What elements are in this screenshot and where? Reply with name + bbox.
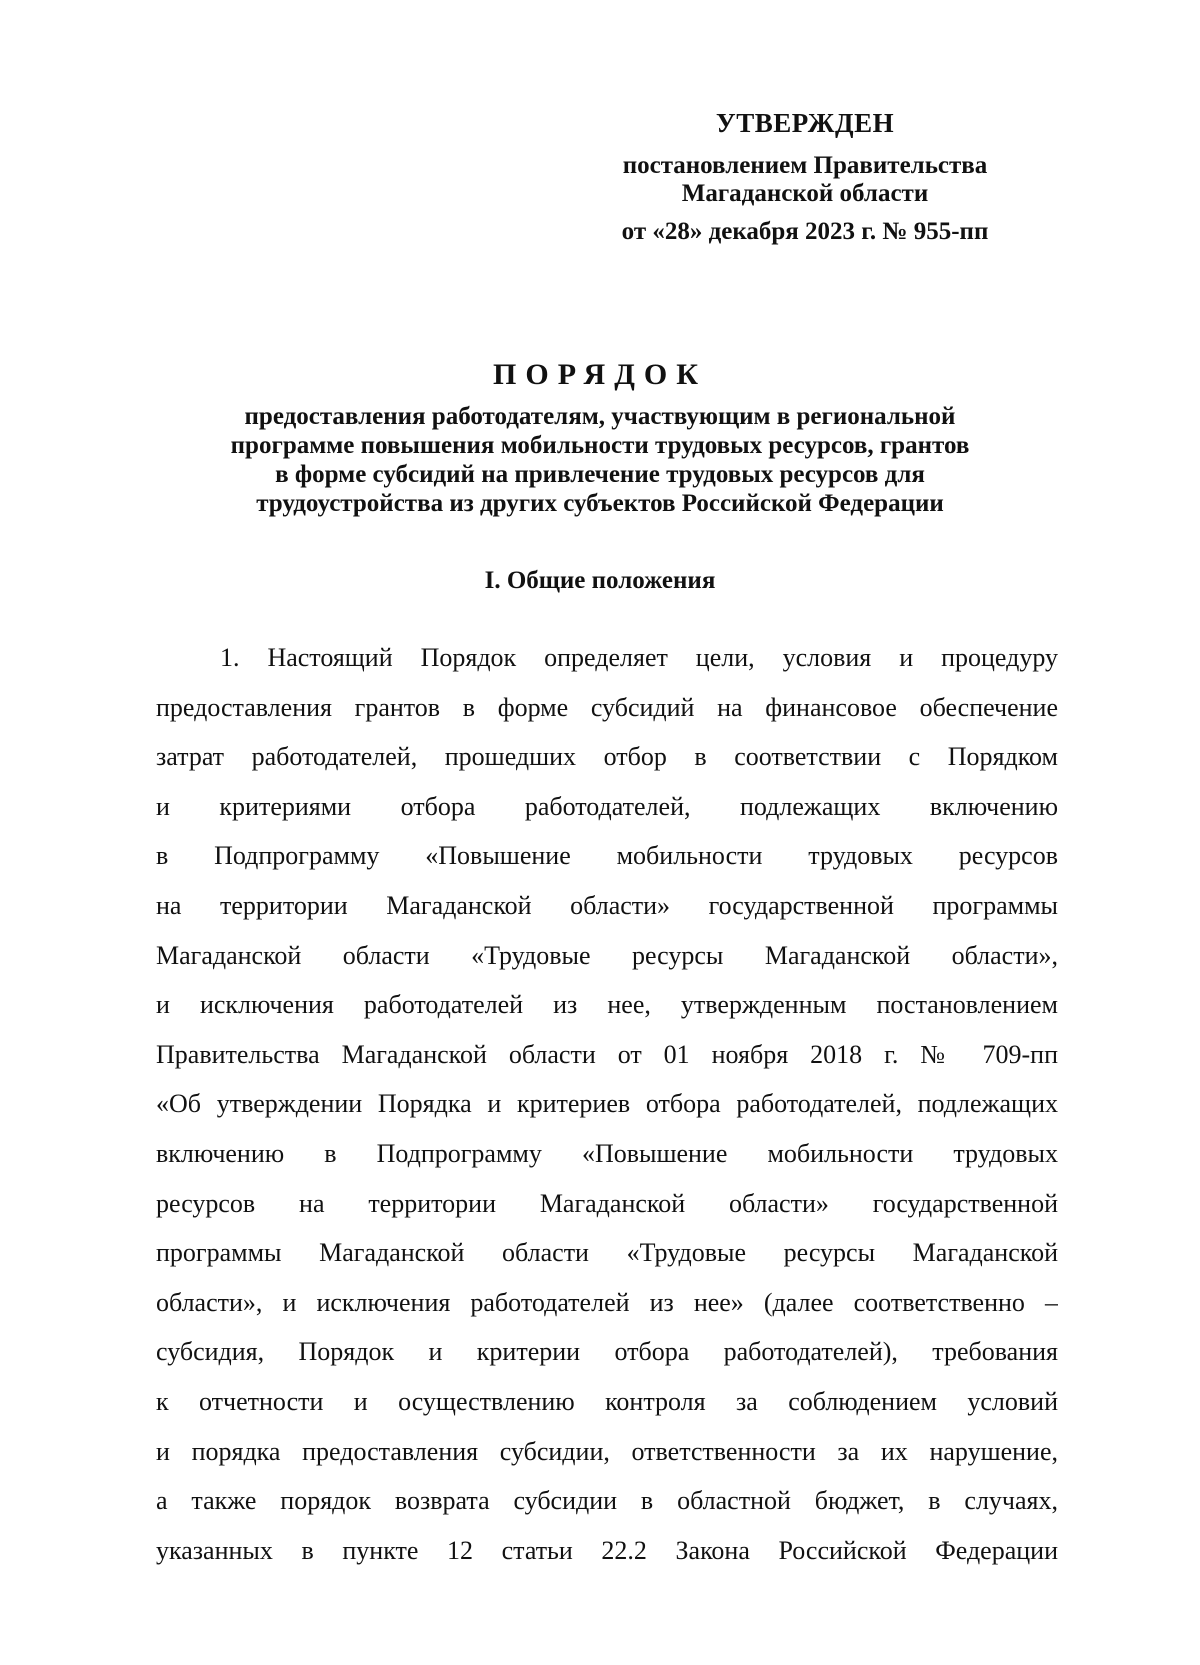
paragraph-line: в Подпрограмму «Повышение мобильности трудовых ресурсов <box>156 841 1058 871</box>
paragraph-line: области», и исключения работодателей из нее» (далее соответственно – <box>156 1287 1058 1317</box>
approval-line-resolution: постановлением Правительства <box>622 152 988 179</box>
approval-stamp-title: УТВЕРЖДЕН <box>715 108 895 138</box>
paragraph-line: предоставления грантов в форме субсидий на финансовое обеспечение <box>156 692 1058 722</box>
paragraph-line: включению в Подпрограмму «Повышение мобильности трудовых <box>156 1138 1058 1168</box>
paragraph-line: Правительства Магаданской области от 01 ноября 2018 г. № 709-пп <box>156 1039 1058 1069</box>
approval-date-number: от «28» декабря 2023 г. № 955-пп <box>621 218 989 245</box>
section-heading: I. Общие положения <box>484 567 716 594</box>
paragraph-line: «Об утверждении Порядка и критериев отбора работодателей, подлежащих <box>156 1089 1058 1119</box>
paragraph-line: и порядка предоставления субсидии, ответственности за их нарушение, <box>156 1436 1058 1466</box>
paragraph-line: и критериями отбора работодателей, подлежащих включению <box>156 791 1058 821</box>
document-title: ПОРЯДОК <box>493 358 707 391</box>
paragraph-1 <box>156 643 1058 1585</box>
paragraph-line: указанных в пункте 12 статьи 22.2 Закона Российской Федерации <box>156 1535 1058 1565</box>
paragraph-line: на территории Магаданской области» государственной программы <box>156 890 1058 920</box>
paragraph-line: и исключения работодателей из нее, утвержденным постановлением <box>156 990 1058 1020</box>
subtitle-line: предоставления работодателям, участвующим в региональной <box>244 403 956 430</box>
subtitle-line: в форме субсидий на привлечение трудовых ресурсов для <box>275 461 925 488</box>
approval-line-region: Магаданской области <box>681 180 929 207</box>
paragraph-line: субсидия, Порядок и критерии отбора работодателей), требования <box>156 1337 1058 1367</box>
paragraph-line: ресурсов на территории Магаданской области» государственной <box>156 1188 1058 1218</box>
paragraph-line: а также порядок возврата субсидии в областной бюджет, в случаях, <box>156 1486 1058 1516</box>
subtitle-line: программе повышения мобильности трудовых ресурсов, грантов <box>230 432 970 459</box>
paragraph-line: программы Магаданской области «Трудовые ресурсы Магаданской <box>156 1238 1058 1268</box>
document-subtitle <box>150 402 1050 518</box>
paragraph-line: Магаданской области «Трудовые ресурсы Магаданской области», <box>156 940 1058 970</box>
paragraph-line: затрат работодателей, прошедших отбор в соответствии с Порядком <box>156 742 1058 772</box>
paragraph-line: к отчетности и осуществлению контроля за соблюдением условий <box>156 1386 1058 1416</box>
paragraph-line: 1. Настоящий Порядок определяет цели, условия и процедуру <box>220 643 1058 672</box>
subtitle-line: трудоустройства из других субъектов Российской Федерации <box>256 490 944 517</box>
